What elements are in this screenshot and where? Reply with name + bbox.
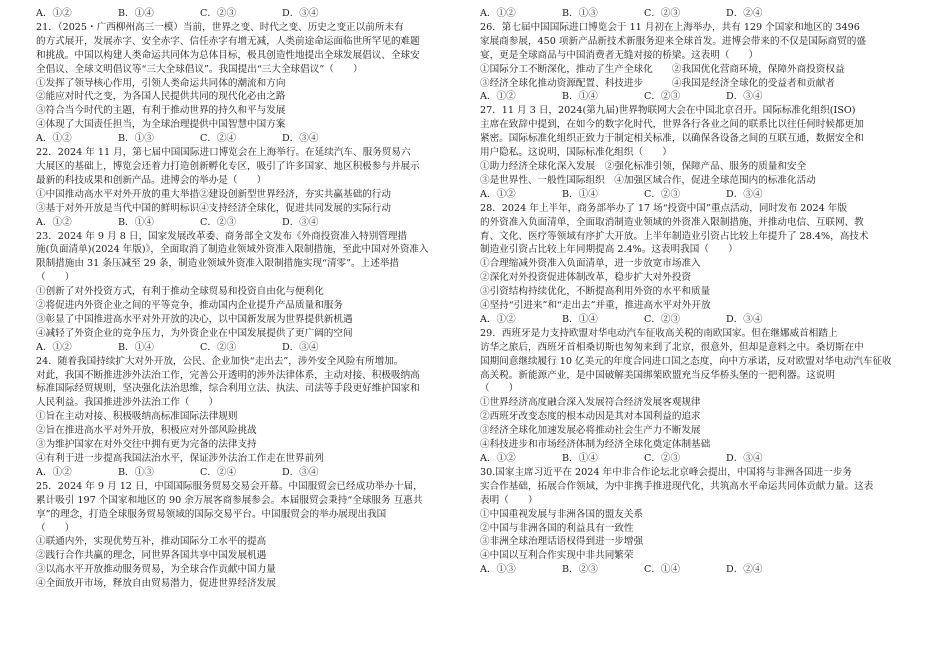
options-row	[480, 563, 916, 577]
option-b: B．①④	[562, 188, 598, 200]
statement-item: ④体现了大国责任担当，为全球治理提供中国智慧中国方案	[36, 119, 286, 131]
question-stem-line: 28．2024 年上半年，商务部举办了 17 场“投资中国”重点活动，同时发布 2024 年版	[480, 202, 847, 214]
options-row	[36, 132, 466, 146]
statement-item: ②能应对时代之变，为各国人民提供共同的现代化必由之路	[36, 91, 286, 103]
statement-item: ③基于对外开放是当代中国的鲜明标识④支持经济全球化，促进共同发展的实际行动	[36, 202, 391, 214]
question-stem-line: 的方式展开，发展赤字、安全赤字、信任赤字有增无减，人类前途命运面临世所罕见的难题	[36, 35, 420, 47]
option-a: A．①②	[36, 216, 72, 228]
option-c: C．②④	[200, 133, 237, 145]
question-stem-line: 紧密。国际标准化组织正致力于制定相关标准，以确保各设备之间的互联互通，数据安全和	[480, 133, 864, 145]
options-row	[36, 341, 466, 355]
question-stem-line: 25．2024 年 9 月 12 日，中国国际服务贸易交易会开幕。中国服贸会已经成功举办十届，	[36, 480, 423, 492]
option-b: B．①③	[118, 466, 154, 478]
statement-item: ②西班牙改变态度的根本动因是其对本国利益的追求	[480, 411, 701, 423]
option-b: B．①④	[118, 216, 154, 228]
option-d: D．③④	[282, 341, 319, 353]
statement-item: ③经济全球化推动资源配置、科技进步 ④我国是经济全球化的受益者和贡献者	[480, 77, 835, 89]
option-b: B．①④	[118, 341, 154, 353]
question-stem-line: 的外资准入负面清单，全面取消制造业领域的外资准入限制措施，并推动电信、互联网、教	[480, 216, 864, 228]
option-a: A．①②	[36, 341, 72, 353]
statement-item: ①联通内外，实现优势互补，推动国际分工水平的提高	[36, 536, 267, 548]
option-a: A．①②	[480, 188, 516, 200]
statement-item: ③是世界性、一般性国际组织 ④加强区域合作，促进全球范围内的标准化活动	[480, 174, 816, 186]
statement-item: ③以高水平开放推动服务贸易，为全球合作贡献中国力量	[36, 564, 276, 576]
question-stem-line: （ ）	[36, 522, 75, 534]
question-24	[36, 355, 466, 480]
question-stem-line: 累计吸引 197 个国家和地区的 90 余万展客商参展参会。本届服贸会秉持“全球服务 互惠共	[36, 494, 423, 506]
statement-item: ②将促进内外资企业之间的平等竞争，推动国内企业提升产品质量和服务	[36, 300, 343, 312]
statement-item: ④坚持“引进来”和“走出去”并重，推进高水平对外开放	[480, 300, 711, 312]
statement-item: ④科技进步和市场经济体制为经济全球化奠定体制基础	[480, 439, 711, 451]
question-stem-line: 全倡议、全球文明倡议等“三大全球倡议”。我国提出“三大全球倡议”（ ）	[36, 63, 363, 75]
question-23	[36, 230, 466, 355]
question-stem-line: 29．西班牙是力支持欧盟对华电动汽车征收高关税的南欧国家。但在继娜威首相踏上	[480, 327, 838, 339]
option-c: C．②③	[644, 453, 681, 464]
question-stem-line: 23．2024 年 9 月 8 日，国家发展改革委、商务部全文发布《外商投资准入特别管理措	[36, 230, 408, 242]
question-stem-line: 人民利益。我国推进涉外法治工作（ ）	[36, 397, 219, 409]
option-a: A．①②	[36, 8, 72, 19]
question-stem-line: 21．（2025・广西柳州高三一模）当前，世界之变、时代之变、历史之变正以前所未有	[36, 21, 404, 33]
option-c: C．②③	[644, 188, 681, 200]
option-b: B．②③	[562, 564, 598, 576]
question-stem-line: 标准国际经贸规则，坚决强化法治思维，综合利用立法、执法、司法等手段更好维护国家和	[36, 383, 420, 395]
option-b: B．①④	[562, 313, 598, 325]
option-c: C．②③	[200, 8, 237, 19]
statement-item: ①助力经济全球化深入发展 ②强化标准引领，保障产品、服务的质量和安全	[480, 160, 807, 172]
question-stem-line: 最新的科技成果和创新产品。进博会的举办是（ ）	[36, 174, 267, 186]
options-row	[480, 7, 916, 21]
question-stem-line: 制造业引资占比较上年同期提高 2.4%。这表明我国（ ）	[480, 244, 738, 256]
question-stem-line: 家展商参展，450 项新产品新技术新服务迎来全球首发。进博会带来的不仅是国际商贸的盛	[480, 35, 866, 47]
question-stem-line: 用户隐私。这说明，国际标准化组织（ ）	[480, 147, 672, 159]
option-c: C．①④	[644, 564, 681, 576]
option-c: C．②③	[644, 91, 681, 103]
statement-item: ④中国以互利合作实现中非共同繁荣	[480, 550, 634, 562]
statement-item: ①中国推动高水平对外开放的重大举措②建设创新型世界经济，夯实共赢基础的行动	[36, 188, 391, 200]
question-21	[36, 21, 466, 146]
options-row	[480, 90, 916, 104]
statement-item: ②旨在推进高水平对外开放，积极应对外部风险挑战	[36, 425, 257, 437]
options-row	[480, 452, 916, 466]
statement-item: ③引资结构持续优化，不断提高利用外资的水平和质量	[480, 286, 711, 298]
question-stem-line: 22．2024 年 11 月，第七届中国国际进口博览会在上海举行。在延续汽车、服务贸易六	[36, 147, 411, 159]
statement-item: ②深化对外投资促进体制改革，稳步扩大对外投资	[480, 272, 692, 284]
statement-item: ①世界经济高度融合深入发展符合经济发展客观规律	[480, 397, 701, 409]
question-22	[36, 146, 466, 229]
option-d: D．②④	[726, 564, 763, 576]
option-a: A．①②	[36, 466, 72, 478]
question-28	[480, 202, 916, 327]
option-a: A．①③	[480, 564, 516, 576]
statement-item: ①合理缩减外资准入负面清单，进一步放宽市场准入	[480, 258, 701, 270]
option-c: C．②④	[200, 466, 237, 478]
option-b: B．①③	[562, 8, 598, 19]
question-stem-line: 表明（ ）	[480, 494, 538, 506]
statement-item: ②中国与非洲各国的利益具有一致性	[480, 522, 634, 534]
option-a: A．①②	[480, 453, 516, 464]
option-d: D．③④	[726, 313, 763, 325]
statement-item: ③非洲全球治理话语权得到进一步增强	[480, 536, 644, 548]
option-d: D．③④	[282, 8, 319, 19]
statement-item: ①发挥了领导核心作用，引领人类命运共同体的潮流和方向	[36, 77, 286, 89]
question-stem-line: （ ）	[36, 272, 75, 284]
option-d: D．③④	[726, 91, 763, 103]
statement-item: ①国际分工不断深化，推动了生产全球化 ②我国优化营商环境，保障外商投资权益	[480, 63, 845, 75]
question-stem-line: 30.国家主席习近平在 2024 年中非合作论坛北京峰会提出，中国将与非洲各国进一步务	[480, 466, 852, 478]
option-c: C．②③	[200, 341, 237, 353]
question-30	[480, 466, 916, 577]
statement-item: ①中国重视发展与非洲各国的盟友关系	[480, 508, 644, 520]
question-stem-line: 24．随着我国持续扩大对外开放，公民、企业加快“走出去”，涉外安全风险有所增加。	[36, 355, 404, 367]
question-stem-line: 主席在致辞中提到，在如今的数字化时代，世界各行各业之间的联系比以往任何时候都更加	[480, 119, 864, 131]
option-d: D．③④	[282, 216, 319, 228]
option-b: B．①④	[562, 91, 598, 103]
question-stem-line: 高关税。新能源产业，是中国破解美国绑架欧盟充当反华桥头堡的一把利器。这说明	[480, 369, 835, 381]
options-row	[36, 216, 466, 230]
option-d: D．③④	[282, 466, 319, 478]
options-row	[480, 313, 916, 327]
option-b: B．①③	[118, 133, 154, 145]
option-c: C．②③	[644, 8, 681, 19]
question-stem-line: 施(负面清单)(2024 年版)》，全面取消了制造业领域外资准入限制措施，至此中国对外资准入	[36, 244, 429, 256]
statement-item: ③彰显了中国推进高水平对外开放的决心，以中国新发展为世界提供新机遇	[36, 313, 353, 325]
option-d: D．③④	[282, 133, 319, 145]
options-row	[36, 7, 466, 21]
question-stem-line: 27．11 月 3 日，2024(第九届)世界物联网大会在中国北京召开。国际标准化组织(ISO)	[480, 105, 856, 117]
statement-item: ①旨在主动对接、积极吸纳高标准国际法律规则	[36, 411, 238, 423]
question-stem-line: 和挑战。中国以构建人类命运共同体为总体目标，极具创造性地提出全球发展倡议、全球安	[36, 49, 420, 61]
option-b: B．①④	[562, 453, 598, 464]
question-stem-line: （ ）	[480, 383, 519, 395]
option-a: A．①②	[36, 133, 72, 145]
statement-item: ③为维护国家在对外交往中拥有更为完备的法律支持	[36, 439, 257, 451]
question-stem-line: 宴，更是全球商品与中国消费者无缝对接的桥梁。这表明（ ）	[480, 49, 759, 61]
question-stem-line: 访华之旅后，西班牙首相桑切斯也匆匆来到了北京，很意外，但却是意料之中。桑切斯在中	[480, 341, 864, 353]
statement-item: ④全面放开市场，释放自由贸易潜力，促进世界经济发展	[36, 578, 276, 590]
option-c: C．②③	[200, 216, 237, 228]
options-row	[480, 188, 916, 202]
option-a: A．①②	[480, 8, 516, 19]
option-a: A．①②	[480, 91, 516, 103]
option-d: D．②④	[726, 8, 763, 19]
options-row	[36, 466, 466, 480]
statement-item: ③符合当今时代的主题，有利于推动世界的持久和平与发展	[36, 105, 286, 117]
statement-item: ④有利于进一步提高我国法治水平，保证涉外法治工作走在世界前列	[36, 453, 324, 464]
statement-item: ③经济全球化加速发展必将推动社会生产力不断发展	[480, 425, 701, 437]
question-26	[480, 21, 916, 104]
statement-item: ①创新了对外投资方式，有利于推动全球贸易和投资自由化与便利化	[36, 286, 324, 298]
option-d: D．③④	[726, 453, 763, 464]
option-b: B．①④	[118, 8, 154, 19]
statement-item: ②践行合作共赢的理念，同世界各国共享中国发展机遇	[36, 550, 267, 562]
question-27	[480, 104, 916, 201]
question-29	[480, 327, 916, 466]
statement-item: ④减轻了外资企业的竞争压力，为外资企业在中国发展提供了更广阔的空间	[36, 327, 353, 339]
option-c: C．②③	[644, 313, 681, 325]
question-stem-line: 对此，我国不断推进涉外法治工作，完善公开透明的涉外法律体系，主动对接、积极吸纳高	[36, 369, 420, 381]
question-stem-line: 享”的理念，打造全球服务贸易领域的国际交易平台。中国服贸会的举办展现出我国	[36, 508, 387, 520]
option-d: D．③④	[726, 188, 763, 200]
question-25	[36, 480, 466, 591]
question-stem-line: 限制措施由 31 条压减至 29 条，制造业领域外资准入限制措施实现“清零”。上述举措	[36, 258, 400, 270]
question-stem-line: 育、文化、医疗等领域有序扩大开放。上半年制造业引资占比较上年提升了 28.4%，高技术	[480, 230, 869, 242]
left-column	[36, 7, 466, 591]
option-a: A．①②	[480, 313, 516, 325]
question-stem-line: 26．第七届中国国际进口博览会于 11 月初在上海举办，共有 129 个国家和地区的 3496	[480, 21, 860, 33]
question-stem-line: 国期间意继续履行 10 亿美元的年度合同进口国之态度，向中方承诺，反对欧盟对华电动汽车征收	[480, 355, 892, 367]
question-stem-line: 大展区的基础上，博览会还着力打造创新孵化专区，吸引了许多国家、地区积极参与并展示	[36, 160, 420, 172]
right-column	[480, 7, 916, 577]
question-stem-line: 实合作基础，拓展合作领域，为中非携手推进现代化，共筑高水平命运共同体贡献力量。这表	[480, 480, 874, 492]
